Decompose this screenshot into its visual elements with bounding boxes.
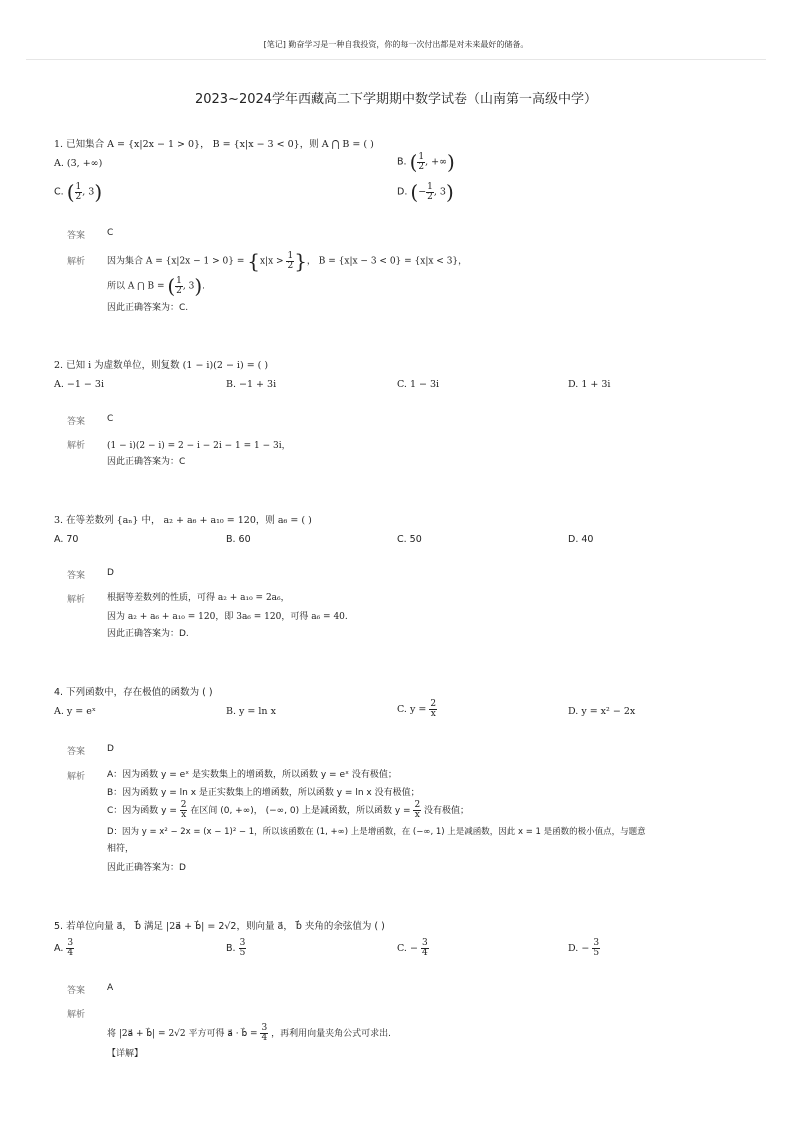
question-2-stem: 2. 已知 i 为虚数单位，则复数 (1 − i)(2 − i) = ( ) xyxy=(54,360,269,371)
question-4-option-d[interactable]: D. y = x² − 2x xyxy=(568,706,636,717)
page-header-note: [笔记] 勤奋学习是一种自我投资，你的每一次付出都是对未来最好的储备。 xyxy=(263,40,529,49)
fraction-numerator: 1 xyxy=(418,151,425,162)
fraction-numerator: 2 xyxy=(180,800,187,810)
question-4-analysis-line-3 xyxy=(107,801,469,820)
option-tail: , 3 xyxy=(82,186,95,198)
question-4-answer: D xyxy=(107,744,114,754)
question-2-answer: C xyxy=(107,414,114,424)
answer-label: 答案 xyxy=(67,986,86,996)
analysis-label: 解析 xyxy=(67,257,86,267)
answer-label: 答案 xyxy=(67,417,86,427)
question-5-option-c[interactable] xyxy=(397,939,429,958)
question-1-option-a[interactable]: A. (3, +∞) xyxy=(54,158,103,169)
question-5-stem xyxy=(54,918,385,932)
analysis-text: , 3 xyxy=(182,281,195,292)
analysis-label: 解析 xyxy=(67,1010,86,1020)
question-1-answer: C xyxy=(107,228,114,238)
fraction-denominator: 4 xyxy=(67,948,74,958)
analysis-text: 没有极值； xyxy=(424,806,470,816)
fraction-numerator: 3 xyxy=(593,938,600,948)
question-4-option-b[interactable]: B. y = ln x xyxy=(226,706,276,717)
fraction-denominator: 2 xyxy=(427,191,433,202)
question-1-option-d[interactable]: D. (− $\frac{1}{2}$ , 3) xyxy=(397,180,454,204)
fraction-numerator: 2 xyxy=(430,699,437,709)
option-tail: , +∞ xyxy=(425,156,448,168)
fraction-numerator: 3 xyxy=(67,938,74,948)
analysis-text: x|x > xyxy=(259,256,284,267)
fraction-numerator: 1 xyxy=(427,181,433,192)
stem-text: 5. 若单位向量 a⃗， b⃗ 满足 xyxy=(54,921,163,932)
question-3-option-d[interactable]: D. 40 xyxy=(568,534,594,545)
question-5-option-d[interactable] xyxy=(568,939,600,958)
fraction-numerator: 3 xyxy=(421,938,428,948)
answer-label: 答案 xyxy=(67,571,86,581)
question-5-analysis-detail: 【详解】 xyxy=(107,1049,144,1059)
question-5-option-b[interactable] xyxy=(226,939,246,958)
question-1-analysis-line-2: 所以 A ⋂ B = ( $\frac{1}{2}$ , 3). xyxy=(107,274,206,298)
question-4-stem: 4. 下列函数中，存在极值的函数为 ( ) xyxy=(54,687,213,698)
fraction-numerator: 3 xyxy=(261,1023,268,1033)
fraction-denominator: 4 xyxy=(261,1033,268,1043)
question-1-analysis-line-1: 因为集合 A = {x|2x − 1 > 0} = {x|x > $\frac{1}{2}$ }， B = {x|x − 3 < 0} = {x|x < 3}， xyxy=(107,249,468,273)
question-4-analysis-line-6: 因此正确答案为：D xyxy=(107,863,186,873)
question-4-option-a[interactable]: A. y = eˣ xyxy=(54,706,96,717)
question-4-option-c[interactable] xyxy=(397,700,437,719)
option-letter: D. xyxy=(397,186,408,198)
option-letter: C. − xyxy=(397,943,418,954)
question-1-option-c[interactable]: C. ( $\frac{1}{2}$ , 3) xyxy=(54,180,103,204)
question-2-option-c[interactable]: C. 1 − 3i xyxy=(397,379,440,390)
question-2-analysis-line-1: (1 − i)(2 − i) = 2 − i − 2i − 1 = 1 − 3i， xyxy=(107,441,291,451)
option-letter: A. xyxy=(54,943,64,954)
option-text: C. y = xyxy=(397,704,427,715)
question-3-analysis-line-2: 因为 a₂ + a₆ + a₁₀ = 120，即 3a₆ = 120，可得 a₆ = 40. xyxy=(107,612,348,622)
question-3-analysis-line-1: 根据等差数列的性质，可得 a₂ + a₁₀ = 2a₆， xyxy=(107,593,290,603)
fraction-denominator: 2 xyxy=(287,260,294,271)
question-3-option-b[interactable]: B. 60 xyxy=(226,534,251,545)
analysis-label: 解析 xyxy=(67,441,86,451)
question-1-option-b[interactable]: B. ( $\frac{1}{2}$ , +∞) xyxy=(397,150,455,174)
page-title: 2023~2024学年西藏高二下学期期中数学试卷（山南第一高级中学） xyxy=(194,92,598,107)
analysis-text: 所以 A ⋂ B = xyxy=(107,281,165,292)
fraction-denominator: 2 xyxy=(75,191,82,202)
analysis-text: C：因为函数 y = xyxy=(107,806,177,816)
analysis-text: ，再利用向量夹角公式可求出. xyxy=(271,1029,391,1039)
fraction-denominator: 2 xyxy=(418,161,425,172)
fraction-numerator: 1 xyxy=(287,250,294,261)
fraction-numerator: 2 xyxy=(414,800,421,810)
question-2-option-d[interactable]: D. 1 + 3i xyxy=(568,379,611,390)
stem-text: = 2√2，则向量 a⃗， b⃗ 夹角的余弦值为 ( ) xyxy=(207,921,385,932)
answer-label: 答案 xyxy=(67,747,86,757)
question-1-analysis-line-3: 因此正确答案为：C. xyxy=(107,303,189,313)
fraction-denominator: 5 xyxy=(593,948,600,958)
fraction-denominator: x xyxy=(414,810,420,820)
question-5-analysis-line-1 xyxy=(107,1024,391,1043)
question-4-analysis-line-1: A：因为函数 y = eˣ 是实数集上的增函数，所以函数 y = eˣ 没有极值； xyxy=(107,770,397,780)
analysis-label: 解析 xyxy=(67,772,86,782)
stem-expression: |2a⃗ + b⃗| xyxy=(166,921,205,932)
option-letter: C. xyxy=(54,186,64,198)
question-3-analysis-line-3: 因此正确答案为：D. xyxy=(107,629,189,639)
question-2-option-a[interactable]: A. −1 − 3i xyxy=(54,379,104,390)
question-5-option-a[interactable] xyxy=(54,939,74,958)
question-3-stem: 3. 在等差数列 {aₙ} 中， a₂ + a₆ + a₁₀ = 120，则 a₆ = ( ) xyxy=(54,515,312,526)
question-4-analysis-line-5: 相符， xyxy=(107,844,135,854)
option-letter: B. xyxy=(397,156,407,168)
analysis-text: = 2√2 平方可得 a⃗ · b⃗ = xyxy=(158,1029,258,1039)
analysis-text: 在区间 (0, +∞)， (−∞, 0) 上是减函数，所以函数 y = xyxy=(190,806,411,816)
fraction-denominator: 4 xyxy=(421,948,428,958)
analysis-text: 将 xyxy=(107,1029,117,1039)
fraction-denominator: x xyxy=(181,810,187,820)
fraction-denominator: 2 xyxy=(176,285,182,296)
minus-sign: − xyxy=(418,186,427,198)
question-3-answer: D xyxy=(107,568,114,578)
question-2-analysis-line-2: 因此正确答案为：C xyxy=(107,457,186,467)
fraction-numerator: 1 xyxy=(75,181,82,192)
fraction-numerator: 1 xyxy=(176,275,182,286)
answer-label: 答案 xyxy=(67,231,86,241)
header-divider xyxy=(26,59,766,60)
analysis-text: 因为集合 A = {x|2x − 1 > 0} = xyxy=(107,256,245,267)
fraction-numerator: 3 xyxy=(239,938,246,948)
question-3-option-c[interactable]: C. 50 xyxy=(397,534,422,545)
question-1-stem: 1. 已知集合 A = {x|2x − 1 > 0}， B = {x|x − 3 < 0}，则 A ⋂ B = ( ) xyxy=(54,139,374,150)
question-5-answer: A xyxy=(107,983,114,993)
question-4-analysis-line-2: B：因为函数 y = ln x 是正实数集上的增函数，所以函数 y = ln x 没有极值； xyxy=(107,788,420,798)
analysis-expression: |2a⃗ + b⃗| xyxy=(118,1029,156,1039)
fraction-denominator: x xyxy=(430,709,436,719)
question-4-analysis-line-4: D：因为 y = x² − 2x = (x − 1)² − 1，所以该函数在 (1, +∞) 上是增函数，在 (−∞, 1) 上是减函数，因此 x = 1 是函数的极小值点，与题意 xyxy=(107,827,646,837)
option-letter: D. − xyxy=(568,943,590,954)
analysis-label: 解析 xyxy=(67,595,86,605)
fraction-denominator: 5 xyxy=(239,948,246,958)
question-2-option-b[interactable]: B. −1 + 3i xyxy=(226,379,277,390)
analysis-text: ， B = {x|x − 3 < 0} = {x|x < 3}， xyxy=(306,256,468,267)
option-tail: , 3 xyxy=(433,186,446,198)
option-letter: B. xyxy=(226,943,236,954)
question-3-option-a[interactable]: A. 70 xyxy=(54,534,79,545)
